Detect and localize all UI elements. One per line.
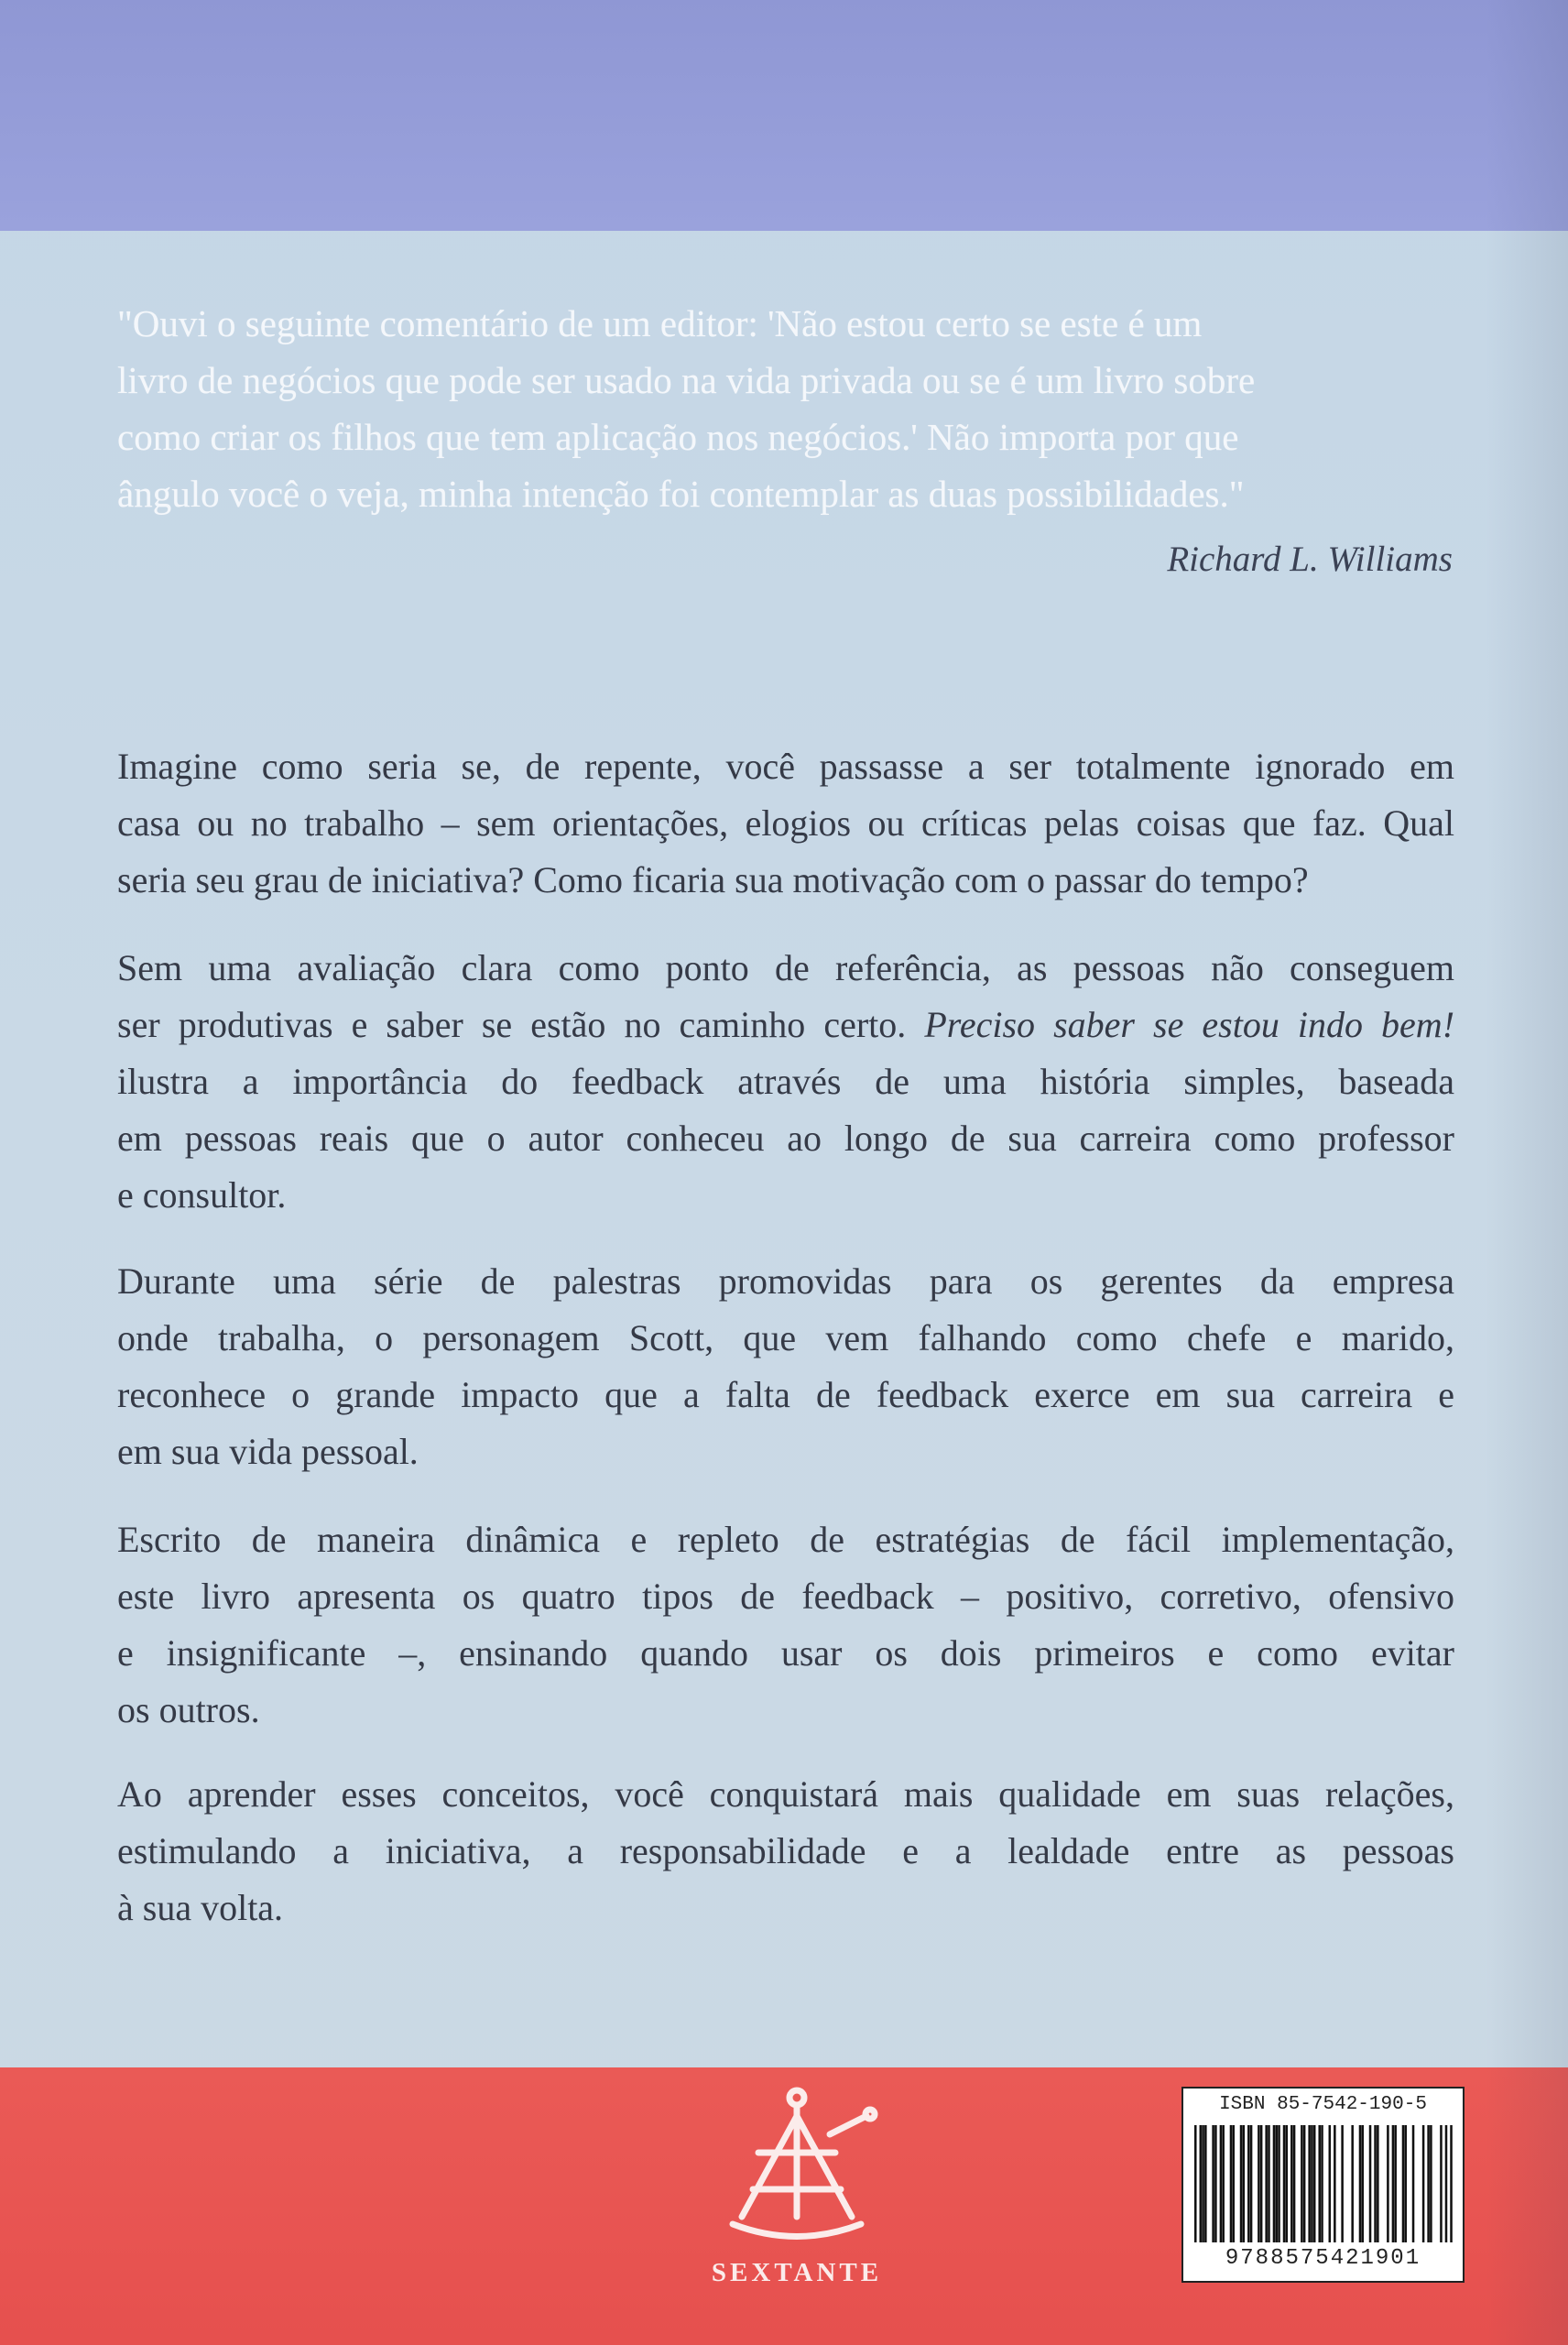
barcode-bar	[1341, 2125, 1344, 2242]
paragraph-line: onde trabalha, o personagem Scott, que vem falhando como chefe e marido,	[117, 1317, 1454, 1358]
barcode-bar	[1204, 2125, 1207, 2242]
book-title-italic: Preciso saber se estou indo bem!	[924, 1004, 1455, 1045]
barcode-bar	[1445, 2125, 1448, 2242]
ean-number: 9788575421901	[1225, 2246, 1421, 2271]
barcode-bar	[1361, 2125, 1364, 2242]
paragraph-line: Durante uma série de palestras promovidas para os gerentes da empresa	[117, 1260, 1454, 1302]
paragraph-1	[117, 738, 1454, 909]
barcode-bar	[1222, 2125, 1225, 2242]
barcode-bar	[1392, 2125, 1395, 2242]
barcode-bar	[1200, 2125, 1203, 2242]
paragraph-line: em sua vida pessoal.	[117, 1431, 419, 1472]
barcode-bar	[1351, 2125, 1354, 2242]
barcode-bar	[1260, 2125, 1263, 2242]
barcode-bar	[1220, 2125, 1223, 2242]
barcode-bar	[1311, 2125, 1313, 2242]
barcode-bar	[1278, 2125, 1280, 2242]
paragraph-line: este livro apresenta os quatro tipos de feedback – positivo, corretivo, ofensivo	[117, 1576, 1454, 1617]
barcode-box	[1181, 2087, 1465, 2283]
barcode-bar	[1313, 2125, 1316, 2242]
barcode-bar	[1258, 2125, 1260, 2242]
barcode-bar	[1359, 2125, 1362, 2242]
paragraph-line: à sua volta.	[117, 1887, 284, 1928]
barcode-bar	[1250, 2125, 1253, 2242]
barcode-bar	[1240, 2125, 1243, 2242]
paragraph-line: casa ou no trabalho – sem orientações, elogios ou críticas pelas coisas que faz. Qual	[117, 802, 1454, 844]
barcode-bar	[1194, 2125, 1197, 2242]
barcode-bar	[1232, 2125, 1235, 2242]
paragraph-line: os outros.	[117, 1689, 260, 1730]
barcode-bar	[1301, 2125, 1303, 2242]
barcode-bars	[1194, 2125, 1453, 2242]
barcode-bar	[1202, 2125, 1204, 2242]
barcode-bar	[1230, 2125, 1233, 2242]
paragraph-4	[117, 1511, 1454, 1739]
paragraph-line: Escrito de maneira dinâmica e repleto de estratégias de fácil implementação,	[117, 1519, 1454, 1560]
barcode-bar	[1422, 2125, 1425, 2242]
quote-author: Richard L. Williams	[1167, 540, 1453, 579]
spine-shadow	[1486, 0, 1568, 2345]
barcode-bar	[1430, 2125, 1432, 2242]
paragraph-text: ser produtivas e saber se estão no caminho certo.	[117, 1004, 907, 1045]
barcode-bar	[1374, 2125, 1377, 2242]
paragraph-line: em pessoas reais que o autor conheceu ao longo de sua carreira como professor	[117, 1118, 1454, 1159]
barcode-bar	[1265, 2125, 1268, 2242]
barcode-bar	[1402, 2125, 1405, 2242]
barcode-bar	[1214, 2125, 1217, 2242]
paragraph-line: estimulando a iniciativa, a responsabilidade e a lealdade entre as pessoas	[117, 1830, 1454, 1871]
quote-line: livro de negócios que pode ser usado na vida privada ou se é um livro sobre	[117, 359, 1256, 401]
barcode-bar	[1334, 2125, 1336, 2242]
barcode-bar	[1404, 2125, 1407, 2242]
barcode-bar	[1308, 2125, 1311, 2242]
barcode-bar	[1212, 2125, 1214, 2242]
sextant-logo-icon	[705, 2079, 888, 2253]
top-color-band	[0, 0, 1568, 231]
barcode-bar	[1427, 2125, 1430, 2242]
quote-line: como criar os filhos que tem aplicação nos negócios.' Não importa por que	[117, 416, 1239, 458]
quote-line: "Ouvi o seguinte comentário de um editor: 'Não estou certo se este é um	[117, 302, 1203, 344]
barcode-bar	[1440, 2125, 1443, 2242]
barcode-bar	[1387, 2125, 1389, 2242]
barcode-bar	[1412, 2125, 1415, 2242]
barcode-bar	[1283, 2125, 1286, 2242]
barcode-bar	[1268, 2125, 1270, 2242]
barcode-bar	[1275, 2125, 1278, 2242]
barcode-bar	[1286, 2125, 1289, 2242]
isbn-label: ISBN 85-7542-190-5	[1219, 2094, 1427, 2115]
barcode-bar	[1273, 2125, 1276, 2242]
paragraph-line: seria seu grau de iniciativa? Como ficaria sua motivação com o passar do tempo?	[117, 859, 1309, 900]
barcode-bar	[1318, 2125, 1321, 2242]
barcode-bar	[1377, 2125, 1379, 2242]
quote-line: ângulo você o veja, minha intenção foi contemplar as duas possibilidades."	[117, 473, 1245, 515]
barcode-bar	[1394, 2125, 1397, 2242]
paragraph-line-with-title	[117, 997, 1454, 1053]
paragraph-3	[117, 1253, 1454, 1480]
barcode-bar	[1247, 2125, 1250, 2242]
paragraph-line: reconhece o grande impacto que a falta de feedback exerce em sua carreira e	[117, 1374, 1454, 1415]
quote-block	[117, 295, 1456, 522]
publisher-name: SEXTANTE	[711, 2258, 883, 2287]
barcode-bar	[1450, 2125, 1453, 2242]
barcode-bar	[1290, 2125, 1293, 2242]
barcode-bar	[1369, 2125, 1372, 2242]
paragraph-line: Sem uma avaliação clara como ponto de referência, as pessoas não conseguem	[117, 947, 1454, 988]
barcode-bar	[1329, 2125, 1332, 2242]
paragraph-line: ilustra a importância do feedback através de uma história simples, baseada	[117, 1061, 1454, 1102]
paragraph-line: Ao aprender esses conceitos, você conquistará mais qualidade em suas relações,	[117, 1773, 1454, 1815]
barcode-bar	[1293, 2125, 1296, 2242]
barcode-bar	[1321, 2125, 1323, 2242]
paragraph-5	[117, 1766, 1454, 1936]
barcode-bar	[1303, 2125, 1306, 2242]
paragraph-2	[117, 940, 1454, 1224]
barcode-bar	[1243, 2125, 1246, 2242]
paragraph-line: Imagine como seria se, de repente, você passasse a ser totalmente ignorado em	[117, 746, 1454, 787]
paragraph-line: e consultor.	[117, 1174, 287, 1216]
paragraph-line: e insignificante –, ensinando quando usar os dois primeiros e como evitar	[117, 1632, 1454, 1674]
